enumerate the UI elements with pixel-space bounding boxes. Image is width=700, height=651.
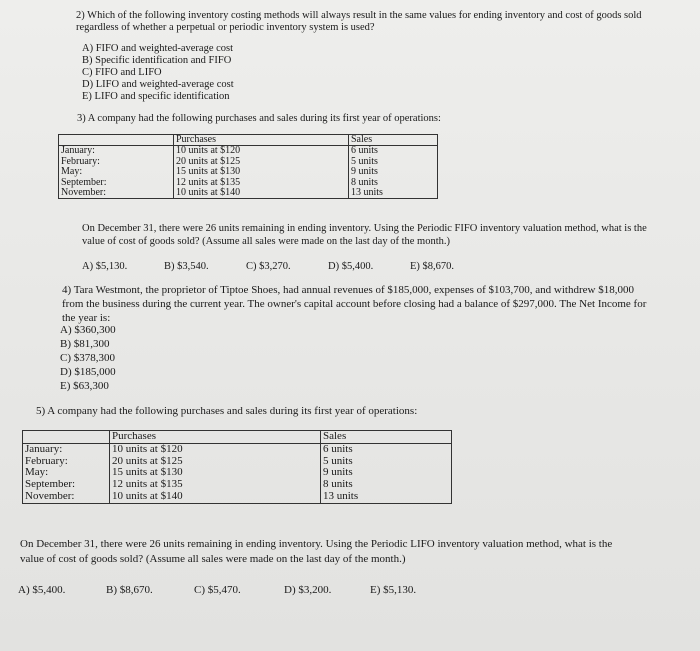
q5-answer-d: D) $3,200.	[284, 584, 332, 596]
q3-sales-header: Sales	[349, 135, 438, 146]
q5-purchase: 15 units at $130	[110, 467, 321, 479]
q5-answer-c: C) $5,470.	[194, 584, 241, 596]
q5-month: February:	[23, 456, 110, 468]
q3-purchase: 20 units at $125	[174, 157, 349, 167]
q3-answer-c: C) $3,270.	[246, 261, 291, 272]
q5-month: September:	[23, 479, 110, 491]
q3-sale: 8 units	[349, 178, 438, 188]
q5-sales-header: Sales	[321, 431, 452, 444]
q2-option-b: B) Specific identification and FIFO	[82, 55, 232, 66]
q4-line2: from the business during the current year. The owner's capital account before closing had a balance of $297,000. The Net Income for	[62, 298, 647, 310]
q3-table	[58, 134, 438, 199]
q3-month: February:	[59, 157, 174, 167]
q3-question-line2: value of cost of goods sold? (Assume all sales were made on the last day of the month.)	[82, 236, 450, 247]
table-row	[59, 146, 438, 157]
q5-month-header	[23, 431, 110, 444]
q4-option-a: A) $360,300	[60, 324, 116, 336]
table-row	[23, 467, 452, 479]
table-row	[23, 456, 452, 468]
q2-line1: 2) Which of the following inventory costing methods will always result in the same values for ending inventory and cost of goods sold	[76, 10, 642, 21]
q4-option-d: D) $185,000	[60, 366, 116, 378]
q3-answer-a: A) $5,130.	[82, 261, 128, 272]
q5-sale: 8 units	[321, 479, 452, 491]
q5-sale: 13 units	[321, 491, 452, 503]
q3-month-header	[59, 135, 174, 146]
q4-option-b: B) $81,300	[60, 338, 110, 350]
q5-sale: 6 units	[321, 443, 452, 455]
q5-question-line1: On December 31, there were 26 units remaining in ending inventory. Using the Periodic LIFO inventory valuation method, what is the	[20, 538, 613, 550]
q2-option-c: C) FIFO and LIFO	[82, 67, 162, 78]
q2-option-e: E) LIFO and specific identification	[82, 91, 230, 102]
q3-answer-e: E) $8,670.	[410, 261, 455, 272]
q3-purchase: 15 units at $130	[174, 167, 349, 177]
q3-intro: 3) A company had the following purchases and sales during its first year of operations:	[77, 113, 441, 124]
q3-answers	[82, 260, 454, 273]
q5-answer-e: E) $5,130.	[370, 584, 417, 596]
q5-purchase: 20 units at $125	[110, 456, 321, 468]
q4-line1: 4) Tara Westmont, the proprietor of Tiptoe Shoes, had annual revenues of $185,000, expenses of $103,700, and withdrew $18,000	[62, 284, 634, 296]
q2-option-d: D) LIFO and weighted-average cost	[82, 79, 234, 90]
q2-option-a: A) FIFO and weighted-average cost	[82, 43, 234, 54]
table-row	[23, 479, 452, 491]
q5-month: November:	[23, 491, 110, 503]
table-row	[59, 157, 438, 167]
q3-month: November:	[59, 188, 174, 199]
q4-option-e: E) $63,300	[60, 380, 109, 392]
q3-sale: 9 units	[349, 167, 438, 177]
q5-purchase: 10 units at $120	[110, 443, 321, 455]
q5-purchases-header: Purchases	[110, 431, 321, 444]
q5-answer-b: B) $8,670.	[106, 584, 153, 596]
q5-sale: 9 units	[321, 467, 452, 479]
q5-question-line2: value of cost of goods sold? (Assume all sales were made on the last day of the month.)	[20, 553, 406, 565]
q3-month: September:	[59, 178, 174, 188]
q3-sale: 13 units	[349, 188, 438, 199]
q3-month: May:	[59, 167, 174, 177]
q3-table-header	[59, 135, 438, 146]
q4-line3: the year is:	[62, 312, 111, 324]
q5-purchase: 12 units at $135	[110, 479, 321, 491]
q5-intro: 5) A company had the following purchases and sales during its first year of operations:	[36, 405, 418, 417]
q5-month: May:	[23, 467, 110, 479]
q5-month: January:	[23, 443, 110, 455]
table-row	[23, 443, 452, 455]
table-row	[59, 188, 438, 199]
q3-purchase: 10 units at $120	[174, 146, 349, 157]
table-row	[23, 491, 452, 503]
q3-answer-d: D) $5,400.	[328, 261, 374, 272]
q5-answers	[18, 583, 416, 597]
q5-purchase: 10 units at $140	[110, 491, 321, 503]
q3-purchase: 10 units at $140	[174, 188, 349, 199]
q3-month: January:	[59, 146, 174, 157]
table-row	[59, 167, 438, 177]
q5-answer-a: A) $5,400.	[18, 584, 66, 596]
q3-question-line1: On December 31, there were 26 units remaining in ending inventory. Using the Periodic FIFO inventory valuation method, what is the	[82, 223, 647, 234]
q5-sale: 5 units	[321, 456, 452, 468]
q4-option-c: C) $378,300	[60, 352, 115, 364]
q3-answer-b: B) $3,540.	[164, 261, 209, 272]
q3-sale: 5 units	[349, 157, 438, 167]
q3-purchase: 12 units at $135	[174, 178, 349, 188]
q3-purchases-header: Purchases	[174, 135, 349, 146]
q5-table-header	[23, 431, 452, 444]
q2-line2: regardless of whether a perpetual or periodic inventory system is used?	[76, 22, 375, 33]
q5-table	[22, 430, 452, 504]
q3-sale: 6 units	[349, 146, 438, 157]
